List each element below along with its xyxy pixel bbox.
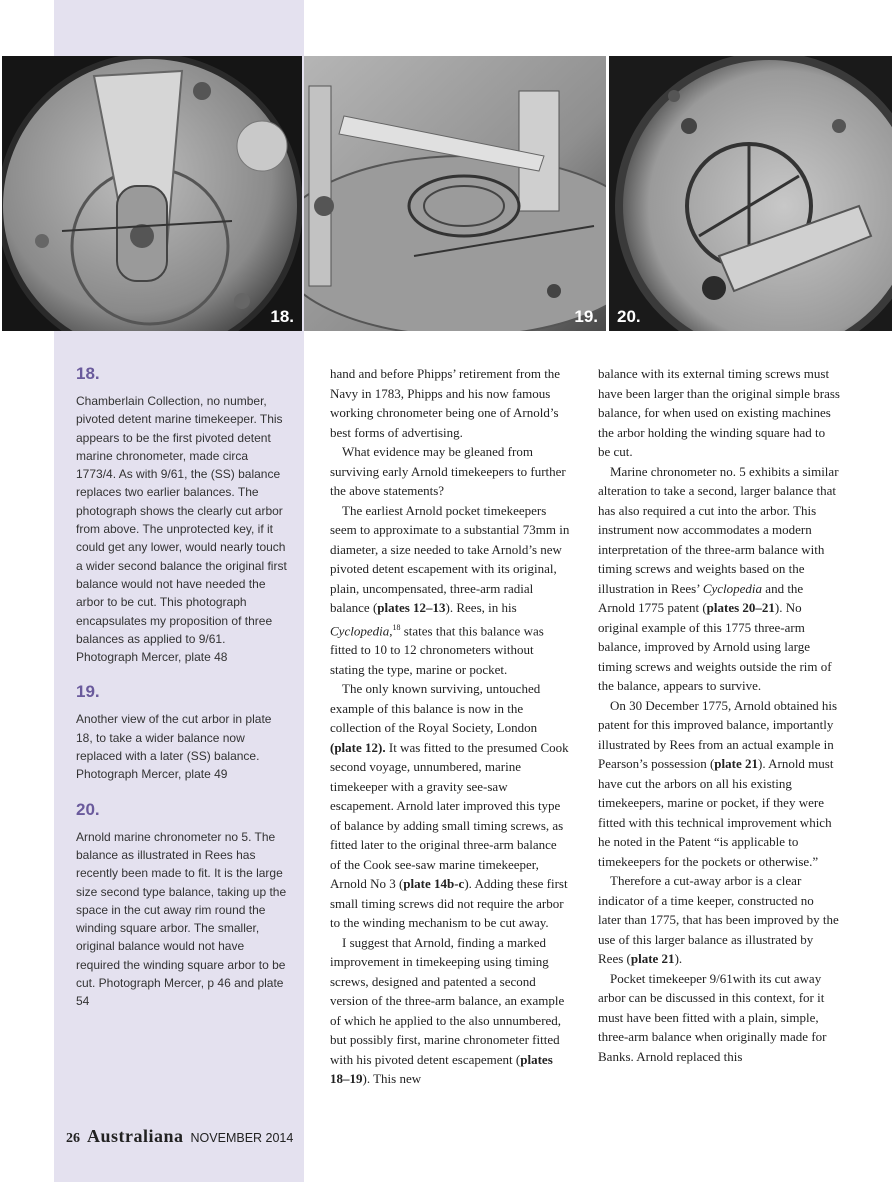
caption-number-20: 20. [76,799,100,819]
plate-number-20: 20. [617,307,641,326]
caption-number-18: 18. [76,364,100,383]
caption-text-20: Arnold marine chronometer no 5. The balance as illustrated in Rees has recently been made to fit. It is the large size second type balance, taking up the space in the cut away rim round the winding square arbor. The smaller, original balance would not have required the winding square arbor to be cut. Photograph Mercer, p 46 and plate 54 [76,829,287,1009]
footnote-ref-18: 18 [392,622,401,632]
col1-paragraph-4: The only known surviving, untouched example of this balance is now in the collection of the Royal Society, London (plate 12). It was fitted to the presumed Cook second voyage, unnumbered, marine timekeeper with a gravity see-saw escapement. Arnold later improved this type of balance by adding small timing screws, as fitted later to the original three-arm balance of the Cook see-saw marine timekeeper, Arnold No 3 (plate 14b-c). Adding these first small timing screws did not require the arbor to the winding mechanism to be cut away. [330,681,569,931]
caption-text-19: Another view of the cut arbor in plate 18, to take a wider balance now replaced with a later (SS) balance. Photograph Mercer, plate 49 [76,712,272,782]
col1-paragraph-3: The earliest Arnold pocket timekeepers seem to approximate to a substantial 73mm in diameter, a size needed to take Arnold’s new pivoted detent escapement with its original, plain, uncompensated, three-arm radial balance (plates 12–13). Rees, in his Cyclopedia,$^{18}$ states that this balance was fitted to 10 to 12 chronometers without stating the type, marine or pocket. [330,502,570,677]
plate-18-photo [2,56,302,331]
plate-number-18: 18. [270,307,294,326]
col2-paragraph-3: On 30 December 1775, Arnold obtained his patent for this improved balance, importantly illustrated by Rees from an actual example in Pearson’s possession (plate 21). Arnold must have cut the arbors on all his existing timekeepers, marine or pocket, if they were fitted with this technical improvement which he noted in the Patent “is applicable to timekeepers for the pockets or otherwise.” [598,697,838,869]
plate-19-photo [304,56,606,331]
plate-ref: (plate 12). [330,739,386,755]
col1-paragraph-5: I suggest that Arnold, finding a marked improvement in timekeeping using timing screws, designed and patented a second version of the three-arm balance, an example of which he applied to the also unnumbered, but possibly first, marine chronometer fitted with his pivoted detent escapement (plates 18–19). This new [330,934,565,1087]
captions-column [76,364,290,1027]
col2-paragraph-4: Therefore a cut-away arbor is a clear indicator of a time keeper, constructed no later than 1775, that has been improved by the use of this larger balance as illustrated by Rees (plate 21). [598,873,839,966]
magazine-title: Australiana [87,1126,184,1146]
plate-ref: plates 20–21 [706,600,775,615]
work-title: Cyclopedia [702,580,763,596]
plate-ref: plate 21 [630,951,675,966]
col2-paragraph-5: Pocket timekeeper 9/61with its cut away arbor can be discussed in this context, for it must have been fitted with a plain, simple, three-arm balance when originally made for Banks. Arnold replaced this [598,970,827,1064]
plate-ref: plates 18–19 [330,1051,553,1087]
plate-number-19: 19. [574,307,598,326]
caption-number-19: 19. [76,682,100,702]
plate-ref: plate 21 [714,756,758,771]
col2-paragraph-2: Marine chronometer no. 5 exhibits a similar alteration to take a second, larger balance that has also required a cut into the arbor. This instrument now accommodates a modern interpretation of the three-arm balance with timing screws and weights based on the illustration in Rees’ Cyclopedia and the Arnold 1775 patent (plates 20–21). No original example of this 1775 three-arm balance, improved by Arnold using large timing screws and weights outside the rim of the balance, appears to survive. [598,463,839,693]
page-number: 26 [66,1131,80,1146]
plate-ref: plate 14b-c [403,876,465,892]
col1-paragraph-1: hand and before Phipps’ retirement from the Navy in 1783, Phipps and his now famous working chronometer being one of Arnold’s best forms of advertising. [330,366,561,440]
chronometer-20-image [609,56,892,331]
col1-paragraph-2: What evidence may be gleaned from surviving early Arnold timekeepers to further the above statements? [330,444,566,498]
body-column-1 [330,364,570,1089]
chronometer-19-image [304,56,606,331]
issue-date: NOVEMBER 2014 [190,1131,294,1145]
work-title: Cyclopedia [330,622,390,638]
plate-20-photo [609,56,892,331]
page-footer [66,1126,293,1147]
body-column-2 [598,364,840,1066]
col2-paragraph-1: balance with its external timing screws must have been larger than the original simple brass balance, for when used on existing machines the arbor holding the winding square had to be cut. [598,366,840,459]
plate-ref: plates 12–13 [377,600,446,615]
chronometer-18-image [2,56,302,331]
caption-text-18: Chamberlain Collection, no number, pivoted detent marine timekeeper. This appears to be the first pivoted detent marine chronometer, made circa 1773/4. As with 9/61, the (SS) balance replaces two earlier balances. The photograph shows the clearly cut arbor from above. The unprotected key, if it could get any lower, would nearly touch a wider second balance the original first balance would not have needed the arbor to be cut. This photograph encapsulates my proposition of three balances as applied to 9/61. Photograph Mercer, plate 48 [76,394,287,665]
